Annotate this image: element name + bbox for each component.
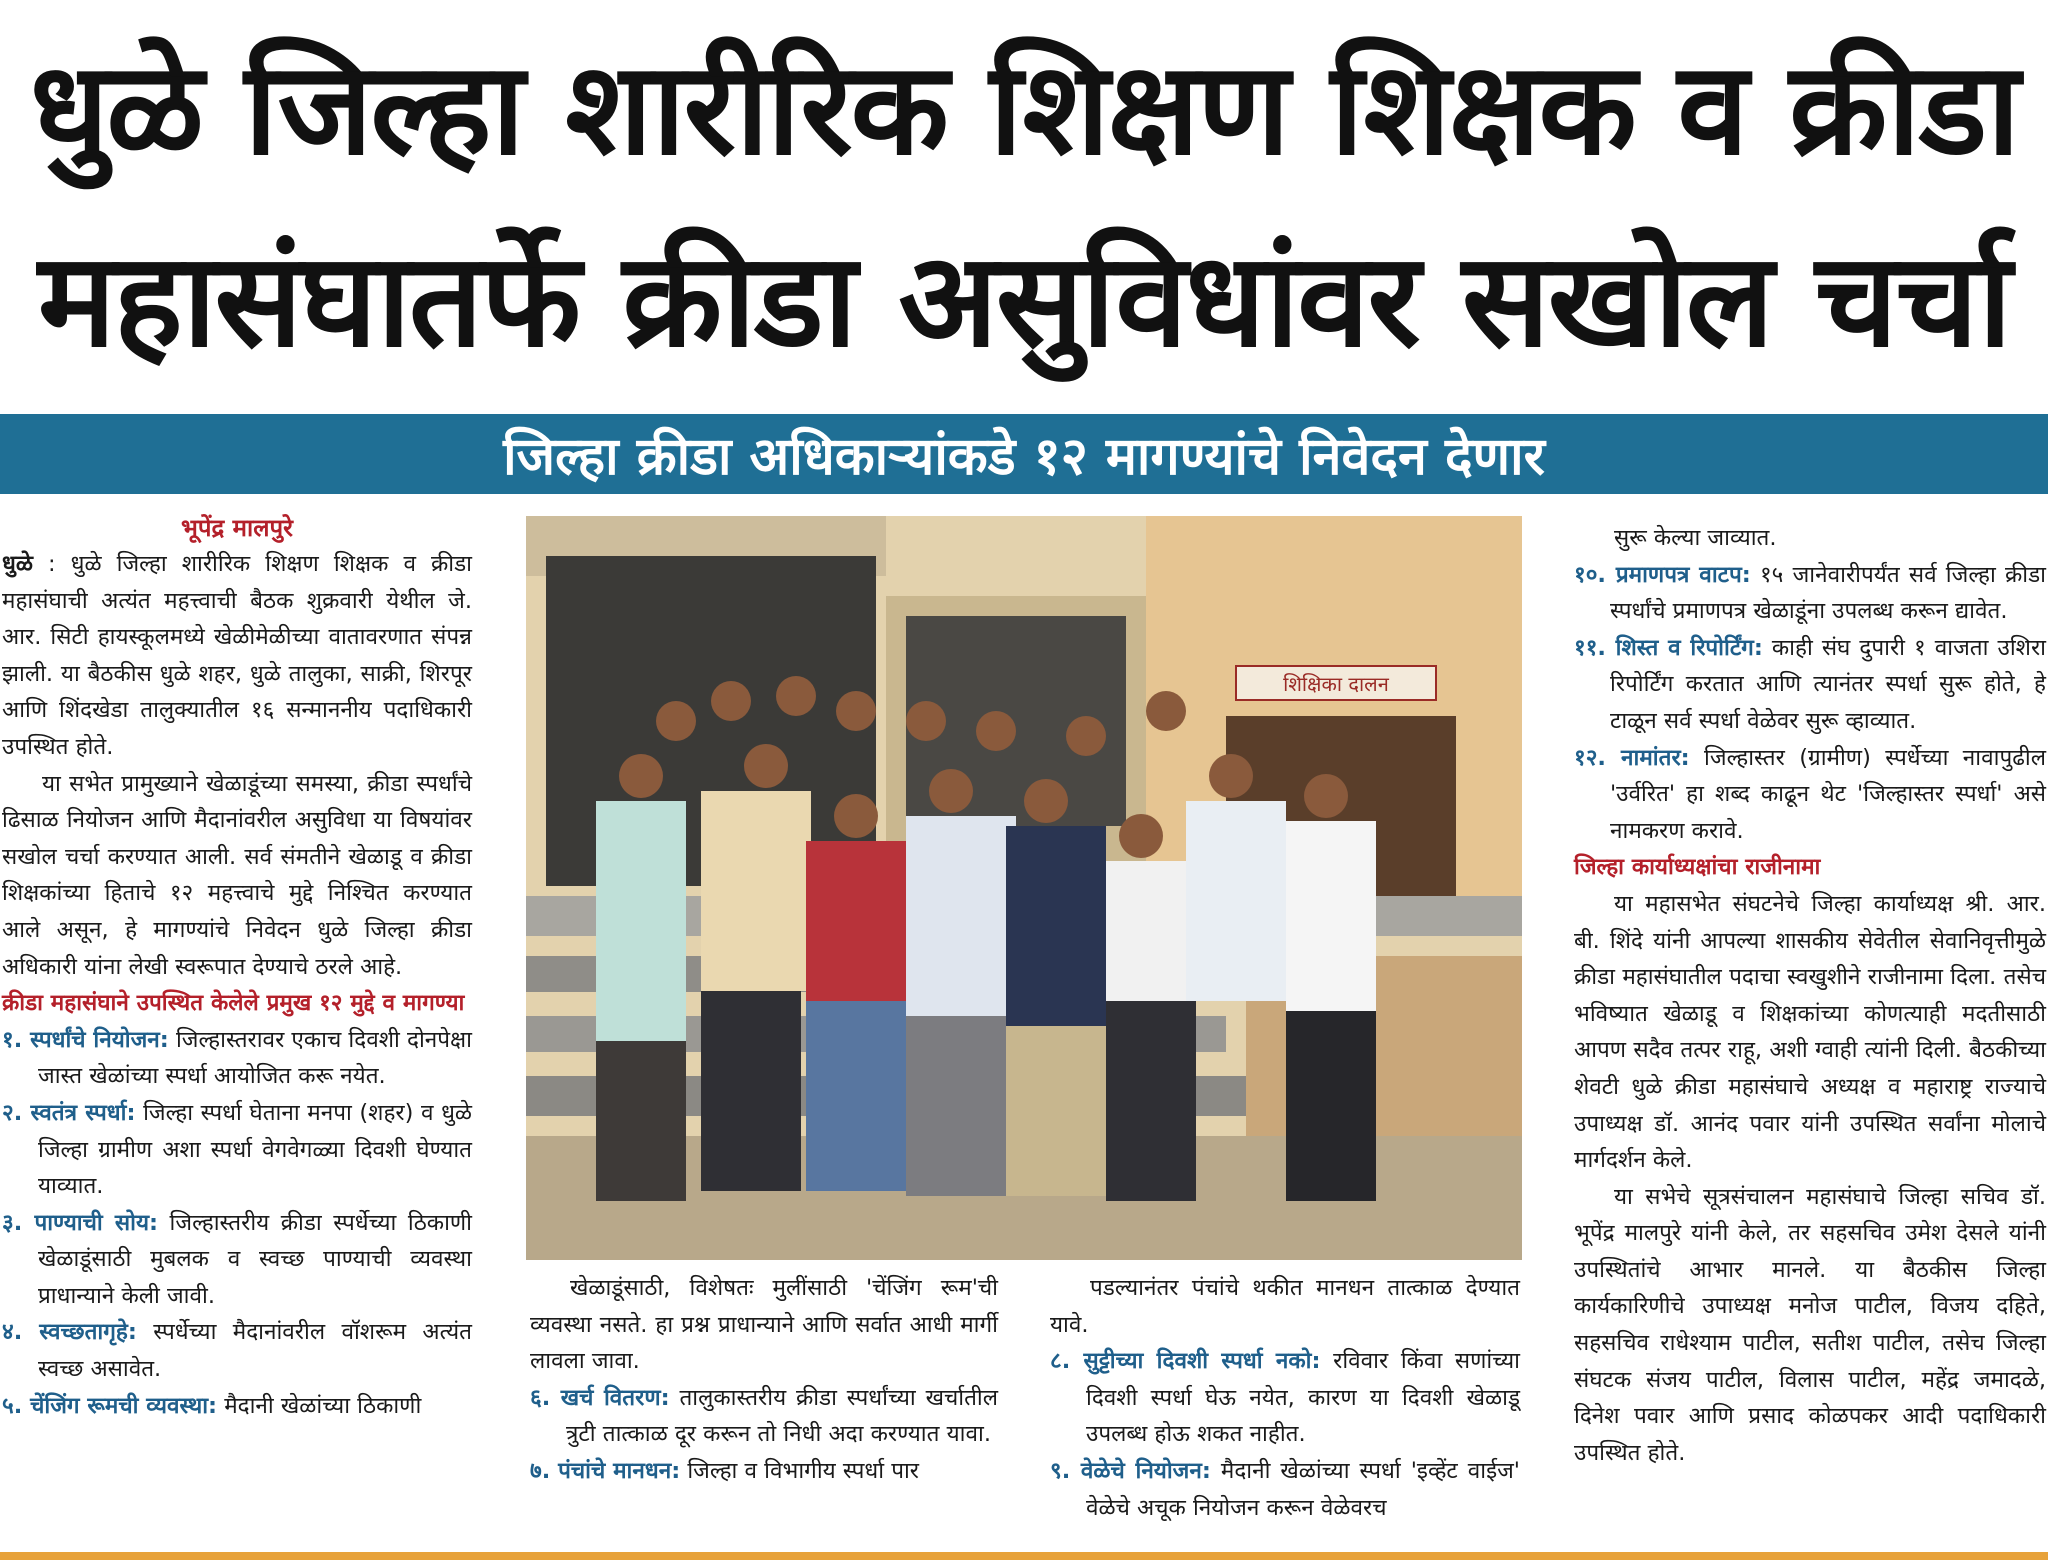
section-title-demands: क्रीडा महासंघाने उपस्थित केलेले प्रमुख १२ मुद्दे व मागण्या xyxy=(2,990,465,1017)
demand-item xyxy=(2,1314,472,1387)
photo-sign: शिक्षिका दालन xyxy=(1283,672,1389,696)
intro-text-1: : धुळे जिल्हा शारीरिक शिक्षण शिक्षक व क्रीडा महासंघाची अत्यंत महत्त्वाची बैठक शुक्रवारी येथील जे. आर. सिटी हायस्कूलमध्ये खेळीमेळीच्या वातावरणात संपन्न झाली. या बैठकीस धुळे शहर, धुळे तालुका, साक्री, शिरपूर आणि शिंदखेडा तालुक्यातील १६ सन्माननीय पदाधिकारी उपस्थित होते. xyxy=(2,551,472,760)
intro-paragraph-1 xyxy=(2,546,472,766)
column-1 xyxy=(2,510,472,1424)
demand-label: ३. पाण्याची सोय: xyxy=(2,1209,159,1236)
byline: भूपेंद्र मालपुरे xyxy=(181,514,293,542)
demand-label: १. स्पर्धांचे नियोजन: xyxy=(2,1026,169,1053)
headline xyxy=(0,0,2048,410)
demand-text: मैदानी खेळांच्या स्पर्धा 'इव्हेंट वाईज' वेळेचे अचूक नियोजन करून वेळेवरच xyxy=(1086,1457,1520,1521)
demand-text: तालुकास्तरीय क्रीडा स्पर्धांच्या खर्चातील त्रुटी तात्काळ दूर करून तो निधी अदा करण्यात यावा. xyxy=(566,1384,998,1448)
demand-label: ८. सुट्टीच्या दिवशी स्पर्धा नको: xyxy=(1050,1348,1321,1375)
group-photo-illustration xyxy=(526,516,1522,1260)
demand-item xyxy=(530,1453,998,1490)
demand-label: १०. प्रमाणपत्र वाटप: xyxy=(1574,561,1751,588)
demand-text: मैदानी खेळांच्या ठिकाणी xyxy=(217,1392,422,1419)
bottom-rule xyxy=(0,1552,2048,1560)
resignation-paragraph: या महासभेत संघटनेचे जिल्हा कार्याध्यक्ष श्री. आर. बी. शिंदे यांनी आपल्या शासकीय सेवेतील सेवानिवृत्तीमुळे क्रीडा महासंघातील पदाचा स्वखुशीने राजीनामा दिला. तसेच भविष्यात खेळाडू व शिक्षकांच्या कोणत्याही मदतीसाठी आपण सदैव तत्पर राहू, अशी ग्वाही त्यांनी दिली. बैठकीच्या शेवटी धुळे क्रीडा महासंघाचे अध्यक्ष व महाराष्ट्र राज्याचे उपाध्यक्ष डॉ. आनंद पवार यांनी उपस्थित सर्वांना मोलाचे मार्गदर्शन केले. xyxy=(1574,890,2046,1174)
demand-label: ५. चेंजिंग रूमची व्यवस्था: xyxy=(2,1392,218,1419)
demand-text: १५ जानेवारीपर्यंत सर्व जिल्हा क्रीडा स्पर्धांचे प्रमाणपत्र खेळाडूंना उपलब्ध करून द्यावेत. xyxy=(1610,561,2046,625)
demand-label: ९. वेळेचे नियोजन: xyxy=(1050,1457,1211,1484)
intro-paragraph-2: या सभेत प्रामुख्याने खेळाडूंच्या समस्या, क्रीडा स्पर्धांचे ढिसाळ नियोजन आणि मैदानांवरील असुविधा या विषयांवर सखोल चर्चा करण्यात आली. सर्व संमतीने खेळाडू व क्रीडा शिक्षकांच्या हिताचे १२ महत्त्वाचे मुद्दे निश्चित करण्यात आले असून, हे मागण्यांचे निवेदन धुळे जिल्हा क्रीडा अधिकारी यांना लेखी स्वरूपात देण्याचे ठरले आहे. xyxy=(2,770,472,980)
demand-label: १२. नामांतर: xyxy=(1574,744,1690,771)
headline-line-1: धुळे जिल्हा शारीरिक शिक्षण शिक्षक व क्रीडा xyxy=(29,35,2019,184)
column-3-continued-text: पडल्यानंतर पंचांचे थकीत मानधन तात्काळ देण्यात यावे. xyxy=(1050,1275,1520,1338)
demand-item xyxy=(2,1205,472,1315)
demand-item xyxy=(1050,1343,1520,1453)
section-title-resignation: जिल्हा कार्याध्यक्षांचा राजीनामा xyxy=(1574,854,1821,881)
demand-label: ११. शिस्त व रिपोर्टिंग: xyxy=(1574,634,1763,661)
demand-text: जिल्हा स्पर्धा घेताना मनपा (शहर) व धुळे जिल्हा ग्रामीण अशा स्पर्धा वेगवेगळ्या दिवशी घेण्यात याव्यात. xyxy=(38,1099,473,1200)
column-3 xyxy=(1050,1270,1520,1526)
demand-item xyxy=(2,1388,472,1425)
demand-text: रविवार किंवा सणांच्या दिवशी स्पर्धा घेऊ नयेत, कारण या दिवशी खेळाडू उपलब्ध होऊ शकत नाहीत. xyxy=(1086,1348,1520,1448)
demand-text: जिल्हास्तर (ग्रामीण) स्पर्धेच्या नावापुढील 'उर्वरित' हा शब्द काढून थेट 'जिल्हास्तर स्पर्धा' असे नामकरण करावे. xyxy=(1610,744,2046,844)
demand-item xyxy=(1050,1453,1520,1526)
demand-label: ६. खर्च वितरण: xyxy=(530,1384,670,1411)
group-photo xyxy=(526,516,1522,1260)
demand-text: जिल्हास्तरीय क्रीडा स्पर्धेच्या ठिकाणी खेळाडूंसाठी मुबलक व स्वच्छ पाण्याची व्यवस्था प्राधान्याने केली जावी. xyxy=(38,1209,472,1309)
demand-label: २. स्वतंत्र स्पर्धा: xyxy=(2,1099,136,1126)
demand-text: जिल्हा व विभागीय स्पर्धा पार xyxy=(680,1457,920,1484)
subheadline: जिल्हा क्रीडा अधिकाऱ्यांकडे १२ मागण्यांचे निवेदन देणार xyxy=(503,426,1545,487)
demand-text: जिल्हास्तरावर एकाच दिवशी दोनपेक्षा जास्त खेळांच्या स्पर्धा आयोजित करू नयेत. xyxy=(38,1026,472,1090)
demand-item xyxy=(1574,630,2046,740)
demand-label: ४. स्वच्छतागृहे: xyxy=(2,1319,137,1346)
demand-text: काही संघ दुपारी १ वाजता उशिरा रिपोर्टिंग करतात आणि त्यानंतर स्पर्धा सुरू होते, हे टाळून सर्व स्पर्धा वेळेवर सुरू व्हाव्यात. xyxy=(1610,634,2047,734)
column-4-continued-text: सुरू केल्या जाव्यात. xyxy=(1614,525,1777,551)
demand-item xyxy=(1574,557,2046,630)
demand-item xyxy=(2,1095,472,1205)
closing-paragraph: या सभेचे सूत्रसंचालन महासंघाचे जिल्हा सचिव डॉ. भूपेंद्र मालपुरे यांनी केले, तर सहसचिव उमेश देसले यांनी उपस्थितांचे आभार मानले. या बैठकीस जिल्हा कार्यकारिणीचे उपाध्यक्ष मनोज पाटील, विजय दहिते, सहसचिव राधेश्याम पाटील, सतीश पाटील, तसेच जिल्हा संघटक संजय पाटील, विलास पाटील, महेंद्र जमादळे, दिनेश पवार आणि प्रसाद कोळपकर आदी पदाधिकारी उपस्थित होते. xyxy=(1574,1183,2046,1466)
demand-item xyxy=(1574,740,2046,850)
demand-label: ७. पंचांचे मानधन: xyxy=(530,1457,681,1484)
demand-item xyxy=(530,1380,998,1453)
column-2 xyxy=(530,1270,998,1490)
subheadline-bar xyxy=(0,414,2048,494)
headline-line-2: महासंघातर्फे क्रीडा असुविधांवर सखोल चर्चा xyxy=(38,224,2010,376)
demand-item xyxy=(2,1022,472,1095)
demand-text: स्पर्धेच्या मैदानांवरील वॉशरूम अत्यंत स्वच्छ असावेत. xyxy=(38,1319,472,1383)
dateline: धुळे xyxy=(2,551,33,577)
column-4 xyxy=(1574,520,2046,1471)
column-2-continued-text: खेळाडूंसाठी, विशेषतः मुलींसाठी 'चेंजिंग रूम'ची व्यवस्था नसते. हा प्रश्न प्राधान्याने आणि सर्वात आधी मार्गी लावला जावा. xyxy=(530,1275,998,1375)
